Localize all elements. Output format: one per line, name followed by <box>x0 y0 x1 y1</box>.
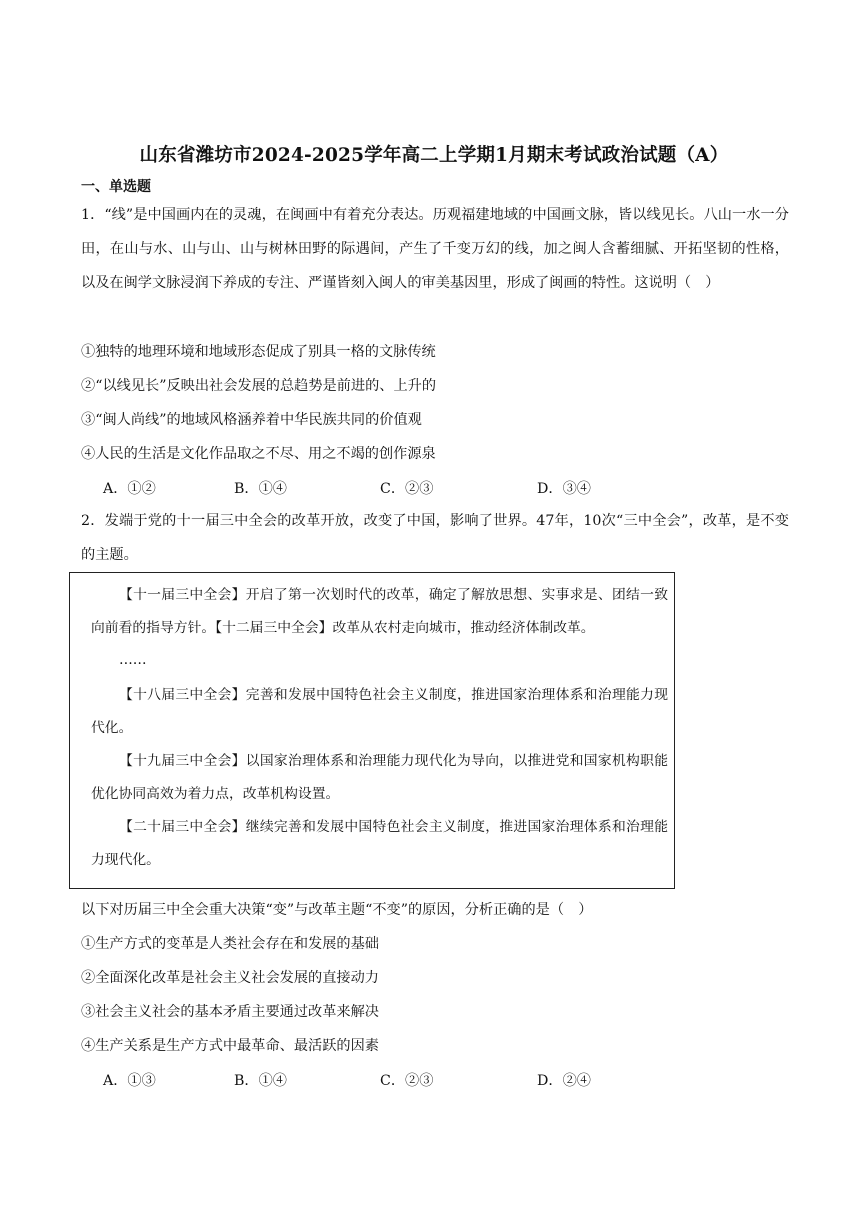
material-ellipsis: …… <box>119 652 147 668</box>
q2-option-b[interactable]: B．①④ <box>234 1073 287 1089</box>
question-2-stem: 2．发端于党的十一届三中全会的改革开放，改变了中国，影响了世界。47年，10次“三中全会”，改革，是不变的主题。 <box>81 513 789 563</box>
q1-statement-3: ③“闽人尚线”的地域风格涵养着中华民族共同的价值观 <box>81 412 422 428</box>
q2-statement-3: ③社会主义社会的基本矛盾主要通过改革来解决 <box>81 1004 379 1020</box>
q2-option-a[interactable]: A．①③ <box>103 1073 156 1089</box>
question-1-stem: 1．“线”是中国画内在的灵魂，在闽画中有着充分表达。历观福建地域的中国画文脉，皆以线见长。八山一水一分田，在山与水、山与山、山与树林田野的际遇间，产生了千变万幻的线，加之闽人含蓄细腻、开拓坚韧的性格，以及在闽学文脉浸润下养成的专注、严谨皆刻入闽人的审美基因里，形成了闽画的特性。这说明（ ） <box>81 207 789 291</box>
q1-options <box>103 478 591 498</box>
material-paragraph-4: 【二十届三中全会】继续完善和发展中国特色社会主义制度，推进国家治理体系和治理能力现代化。 <box>91 819 668 868</box>
material-box <box>69 572 675 889</box>
q2-statement-4: ④生产关系是生产方式中最革命、最活跃的因素 <box>81 1038 379 1054</box>
q2-statement-1: ①生产方式的变革是人类社会存在和发展的基础 <box>81 936 379 952</box>
q2-option-d[interactable]: D．②④ <box>537 1073 591 1089</box>
q1-option-d[interactable]: D．③④ <box>537 481 591 497</box>
material-paragraph-3: 【十九届三中全会】以国家治理体系和治理能力现代化为导向，以推进党和国家机构职能优化协同高效为着力点，改革机构设置。 <box>91 753 668 802</box>
section-heading: 一、单选题 <box>81 179 151 195</box>
material-paragraph-1: 【十一届三中全会】开启了第一次划时代的改革，确定了解放思想、实事求是、团结一致向前看的指导方针。【十二届三中全会】改革从农村走向城市，推动经济体制改革。 <box>91 587 668 636</box>
q2-option-c[interactable]: C．②③ <box>380 1073 434 1089</box>
q2-statement-2: ②全面深化改革是社会主义社会发展的直接动力 <box>81 970 379 986</box>
material-paragraph-2: 【十八届三中全会】完善和发展中国特色社会主义制度，推进国家治理体系和治理能力现代化。 <box>91 687 668 736</box>
q1-option-b[interactable]: B．①④ <box>234 481 287 497</box>
q1-statement-4: ④人民的生活是文化作品取之不尽、用之不竭的创作源泉 <box>81 446 436 462</box>
q2-options <box>103 1070 591 1090</box>
question-2-prompt: 以下对历届三中全会重大决策“变”与改革主题“不变”的原因，分析正确的是（ ） <box>81 902 593 918</box>
q1-option-c[interactable]: C．②③ <box>380 481 434 497</box>
q1-statement-1: ①独特的地理环境和地域形态促成了别具一格的文脉传统 <box>81 344 436 360</box>
q1-statement-2: ②“以线见长”反映出社会发展的总趋势是前进的、上升的 <box>81 378 437 394</box>
q1-option-a[interactable]: A．①② <box>103 481 156 497</box>
page-title: 山东省潍坊市2024-2025学年高二上学期1月期末考试政治试题（A） <box>139 145 729 166</box>
